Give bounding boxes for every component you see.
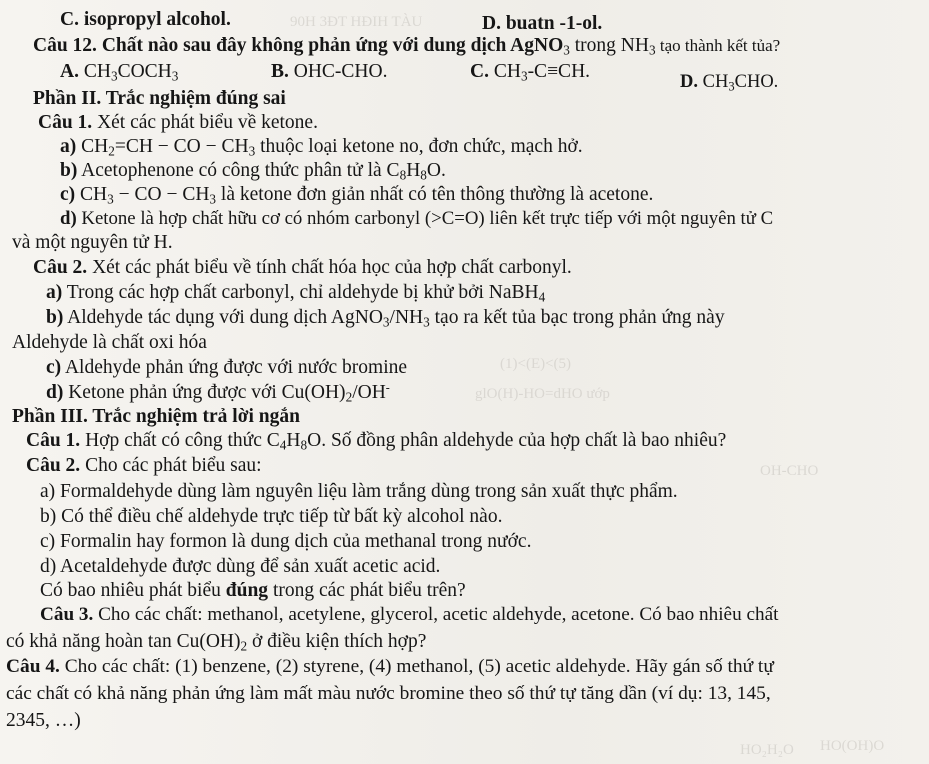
part2-q2-d: d) Ketone phản ứng được với $Cu(OH)_2/OH^-$ xyxy=(46,380,390,405)
bleed-through-text: glO(H)-HO=dHO ướp xyxy=(475,386,610,402)
part3-q2-ask: Có bao nhiêu phát biểu đúng trong các phát biểu trên? xyxy=(40,580,466,601)
part2-q1-a: a) $CH_2=CH$ − CO − $CH_3$ thuộc loại ketone no, đơn chức, mạch hở. xyxy=(60,136,583,159)
bleed-through-text: HO₂H₂O xyxy=(740,742,794,758)
part3-q2-c: c) Formalin hay formon là dung dịch của methanal trong nước. xyxy=(40,531,532,552)
prev-option-d: D. buatn -1-ol. xyxy=(482,13,603,34)
part3-question-4: Câu 4. Cho các chất: (1) benzene, (2) styrene, (4) methanol, (5) acetic aldehyde. Hãy gán số thứ tự xyxy=(6,656,774,677)
part2-question-2: Câu 2. Xét các phát biểu về tính chất hóa học của hợp chất carbonyl. xyxy=(33,257,572,278)
part2-q2-b-cont: Aldehyde là chất oxi hóa xyxy=(12,332,207,353)
option-a: $CH_3COCH_3$ xyxy=(83,61,179,84)
part3-q4-cont: các chất có khả năng phản ứng làm mất màu nước bromine theo số thứ tự tăng dần (ví dụ: 13, 145, xyxy=(6,683,771,704)
prev-option-c: C. isopropyl alcohol. xyxy=(60,9,231,30)
bleed-through-text: HO(OH)O xyxy=(820,738,885,754)
part2-question-1: Câu 1. Xét các phát biểu về ketone. xyxy=(38,112,318,133)
question-label: Câu 12. xyxy=(33,35,97,56)
part3-q2-a: a) Formaldehyde dùng làm nguyên liệu làm trắng dùng trong sản xuất thực phẩm. xyxy=(40,481,678,502)
part3-q2-b: b) Có thể điều chế aldehyde trực tiếp từ bất kỳ alcohol nào. xyxy=(40,506,503,527)
section-title-part-3: Phần III. Trắc nghiệm trả lời ngắn xyxy=(12,406,300,427)
part2-q1-d: d) Ketone là hợp chất hữu cơ có nhóm carbonyl (>C=O) liên kết trực tiếp với một nguyên tử C xyxy=(60,208,774,229)
part2-q1-d-cont: và một nguyên tử H. xyxy=(12,232,173,253)
option-b: B. OHC-CHO. xyxy=(271,61,388,82)
part3-q4-cont2: 2345, …) xyxy=(6,710,81,731)
part2-q2-b: b) Aldehyde tác dụng với dung dịch $AgNO_3/NH_3$ tạo ra kết tủa bạc trong phản ứng này xyxy=(46,307,725,330)
part2-q1-b: b) Acetophenone có công thức phân tử là $C_8H_8O$. xyxy=(60,160,446,183)
option-d: D. $CH_3CHO$. xyxy=(680,72,779,94)
part2-q2-c: c) Aldehyde phản ứng được với nước bromine xyxy=(46,357,408,378)
part2-q2-a: a) Trong các hợp chất carbonyl, chỉ aldehyde bị khử bởi NaBH$_4$ xyxy=(46,282,546,305)
part3-question-2: Câu 2. Cho các phát biểu sau: xyxy=(26,455,262,476)
part3-question-3: Câu 3. Cho các chất: methanol, acetylene, glycerol, acetic aldehyde, acetone. Có bao nhiêu chất xyxy=(40,604,779,625)
part3-q3-cont: có khả năng hoàn $\tan Cu(OH)_2$ ở điều kiện thích hợp? xyxy=(6,631,427,654)
option-c: C. $CH_3-C\equiv CH$. xyxy=(470,61,591,84)
option-a-label: A. xyxy=(60,61,79,82)
part3-q2-d: d) Acetaldehyde được dùng để sản xuất acetic acid. xyxy=(40,556,441,577)
bleed-through-text: (1)<(E)<(5) xyxy=(500,356,572,372)
bleed-through-text: 90H 3ĐT HĐIH TÀU xyxy=(290,14,423,30)
bleed-through-text: OH-CHO xyxy=(760,463,819,479)
part3-question-1: Câu 1. Hợp chất có công thức $C_4H_8O$. Số đồng phân aldehyde của hợp chất là bao nhiêu? xyxy=(26,430,727,453)
part2-q1-c: c) $CH_3$ − CO − $CH_3$ là ketone đơn giản nhất có tên thông thường là acetone. xyxy=(60,184,654,207)
question-12: Câu 12. Chất nào sau đây không phản ứng với dung dịch AgNO$_3$ trong $NH_3$ tạo thành kết tủa? xyxy=(33,35,781,58)
section-title-part-2: Phần II. Trắc nghiệm đúng sai xyxy=(33,88,286,109)
